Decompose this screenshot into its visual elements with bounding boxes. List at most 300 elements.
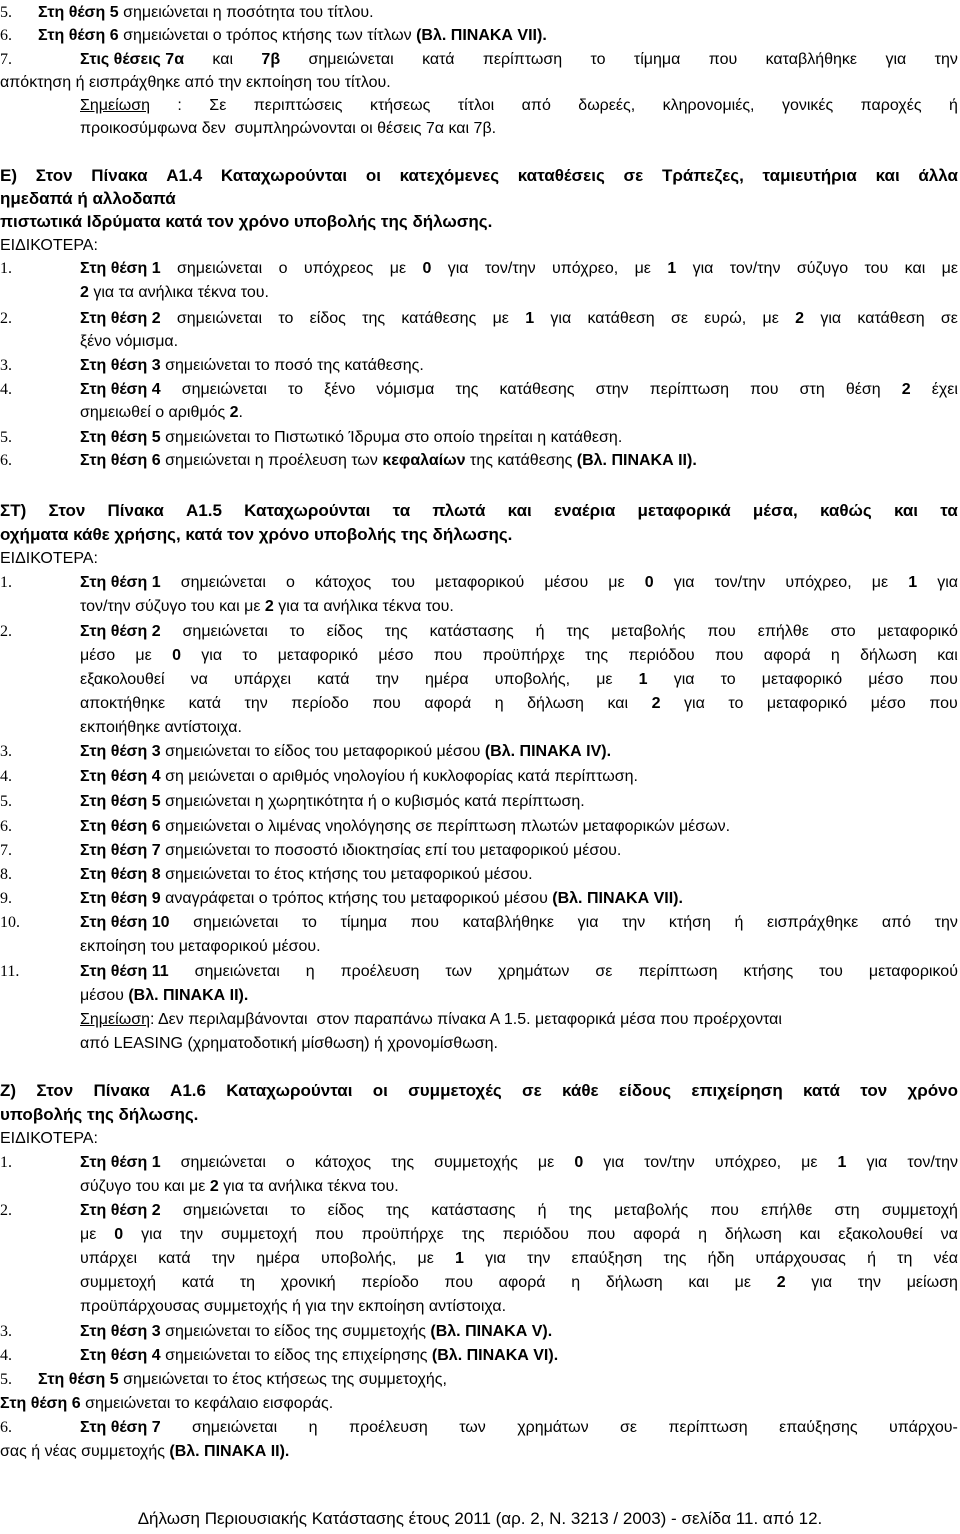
text-word: τίμημα (633, 51, 681, 68)
text-span: σημειώνεται το ποσοστό ιδιοκτησίας επί του μεταφορικού μέσου. (160, 842, 622, 859)
bold-text: Στη θέση 2 (80, 310, 161, 327)
text-word: με (389, 260, 407, 277)
text-word: προέλευση (348, 1419, 428, 1436)
text-word: θέση (845, 381, 881, 398)
text-word: είδους (618, 1081, 672, 1100)
text-word: επιχείρηση (691, 1081, 783, 1100)
section-heading-line (0, 502, 958, 520)
text-span: σας ή νέας συμμετοχής (0, 1443, 170, 1460)
text-word: η (494, 695, 504, 712)
text-word: κτήσεως (369, 97, 431, 114)
text-word: ο (286, 574, 295, 591)
text-span: σημειωθεί ο αριθμός (80, 404, 230, 421)
text-word: που (708, 51, 738, 68)
text-word: η (308, 1419, 318, 1436)
bold-text: (Βλ. ΠΙΝΑΚΑ ΙΙ). (576, 452, 697, 469)
page-footer: Δήλωση Περιουσιακής Κατάστασης έτους 2011 (αρ. 2, Ν. 3213 / 2003) - σελίδα 11. από 12. (137, 1509, 823, 1528)
item-number: 10. (0, 914, 20, 931)
text-span: εκποίηση του μεταφορικού μέσου. (80, 938, 321, 955)
text-line (80, 429, 622, 447)
text-line (0, 237, 98, 255)
text-word: του (391, 574, 416, 591)
text-word: για (577, 914, 599, 931)
text-word: νόμισμα (376, 381, 435, 398)
text-word: τον (860, 1081, 888, 1100)
bold-text: Στη θέση 3 (80, 743, 161, 760)
text-span: αναγράφεται ο τρόπος κτήσης του μεταφορικού μέσου (160, 890, 553, 907)
text-word: καταβλήθηκε (765, 51, 858, 68)
text-word: της (391, 1154, 415, 1171)
text-word: με (941, 260, 958, 277)
text-word: υπόχρεος (303, 260, 374, 277)
text-word: για (550, 310, 572, 327)
bold-text: Στη θέση 2 (80, 623, 161, 640)
text-word: οι (365, 166, 381, 185)
text-word: κατάθεσης (401, 310, 477, 327)
text-word: κτήσης (743, 963, 794, 980)
text-word: για (811, 1274, 833, 1291)
text-word: περιόδου (628, 647, 695, 664)
section-heading-line (0, 167, 958, 185)
bold-text: Στη θέση 1 (80, 574, 161, 591)
bold-text: Στη θέση 5 (80, 429, 161, 446)
item-number: 3. (0, 743, 12, 760)
text-word: συμμετοχή (221, 1226, 298, 1243)
bold-text: Στη θέση 3 (80, 357, 161, 374)
text-word: με (734, 1274, 751, 1291)
text-word: σημειώνεται (308, 51, 394, 68)
bold-text: Στη θέση 9 (80, 890, 161, 907)
text-line (80, 1274, 958, 1292)
text-span: από LEASING (χρηματοδοτική μίσθωση) ή χρονομίσθωση. (80, 1035, 498, 1052)
text-word: κατά (181, 1274, 215, 1291)
text-line (80, 310, 958, 328)
text-span: ΕΙΔΙΚΟΤΕΡΑ: (0, 550, 98, 567)
text-word: την (934, 914, 958, 931)
text-line (80, 695, 958, 713)
item-number: 9. (0, 890, 12, 907)
text-word: ή (535, 623, 545, 640)
text-word: που (410, 914, 440, 931)
text-word: προϋπήρχε (482, 647, 565, 664)
text-word: μέσου (544, 574, 589, 591)
text-word: για (937, 574, 958, 591)
section-heading-line (0, 213, 492, 231)
text-word: αφορά (633, 1226, 681, 1243)
text-word: πλωτά (432, 501, 486, 520)
text-word: υποβολής, (494, 671, 571, 688)
bold-text: Στη θέση 4 (80, 768, 161, 785)
section-heading-line (0, 1082, 958, 1100)
text-word: σημειώνεται (182, 623, 268, 640)
bold-text: Στη θέση 6 (0, 1395, 81, 1412)
text-span: σημειώνεται ο λιμένας νηολόγησης σε περίπτωση πλωτών μεταφορικών μέσων. (160, 818, 731, 835)
text-line (38, 4, 374, 22)
text-word: επήλθε (757, 623, 809, 640)
text-word: σύζυγο (796, 260, 849, 277)
text-word: που (372, 695, 401, 712)
bold-text: Στη θέση 1 (80, 1154, 161, 1171)
text-word: κατάθεση (857, 310, 925, 327)
text-word: με (80, 1226, 97, 1243)
text-word: ευρώ, (704, 310, 747, 327)
text-word: με (634, 260, 651, 277)
bold-text: Στη θέση 5 (38, 1371, 119, 1388)
text-word: σε (623, 166, 644, 185)
item-number: 5. (0, 793, 12, 810)
text-word: της (455, 381, 479, 398)
text-word: συμμετοχή (80, 1274, 157, 1291)
bold-text: Στη θέση 6 (38, 27, 119, 44)
text-line (0, 74, 391, 92)
text-word: Α1.4 (166, 166, 203, 185)
bold-text: 1 (667, 260, 677, 277)
text-span: σημειώνεται η ποσότητα του τίτλου. (118, 4, 374, 21)
bold-text: 7β (261, 51, 281, 68)
bold-text: 1 (525, 310, 535, 327)
text-span: σημειώνεται το Πιστωτικό Ίδρυμα στο οποίο τηρείται η κατάθεση. (160, 429, 623, 446)
text-word: δήλωση (724, 1226, 782, 1243)
text-span: σημειώνεται ο τρόπος κτήσης των τίτλων (118, 27, 417, 44)
text-word: Α1.6 (170, 1081, 206, 1100)
bold-text: (Βλ. ΠΙΝΑΚΑ ΙΙ). (169, 1443, 290, 1460)
text-word: συμμετοχή (881, 1202, 958, 1219)
text-line (0, 1130, 98, 1148)
text-line (80, 120, 496, 138)
text-word: μεταβολής (614, 1202, 689, 1219)
text-word: την (527, 1250, 551, 1267)
item-number: 6. (0, 1419, 12, 1436)
text-word: μεταφορικού (435, 574, 525, 591)
text-word: την (244, 695, 268, 712)
text-line (80, 1298, 506, 1316)
text-span: εκποιήθηκε αντίστοιχα. (80, 719, 242, 736)
bold-text: Στη θέση 6 (80, 452, 161, 469)
text-word: σημειώνεται (194, 963, 280, 980)
text-line (38, 27, 547, 45)
text-word: την (375, 671, 399, 688)
text-word: υπάρχουσας (755, 1250, 846, 1267)
text-word: το (289, 623, 305, 640)
bold-text: Στη θέση 2 (80, 1202, 161, 1219)
text-word: της (568, 1202, 592, 1219)
text-word: μεταφορικό (277, 647, 359, 664)
text-span: ΕΙΔΙΚΟΤΕΡΑ: (0, 237, 98, 254)
text-word: άλλα (918, 166, 958, 185)
text-span: μέσου (80, 987, 129, 1004)
text-line (80, 51, 958, 69)
text-span: υποβολής της δήλωσης. (0, 1105, 199, 1124)
text-word: ή (537, 1202, 547, 1219)
text-word: της (384, 623, 408, 640)
bold-text: Στη θέση 5 (38, 4, 119, 21)
text-word: η (698, 1226, 707, 1243)
text-span: σημειώνεται το έτος κτήσεως της συμμετοχής, (118, 1371, 447, 1388)
text-word: που (750, 381, 779, 398)
text-word: κατάθεσης (499, 381, 575, 398)
text-word: περίπτωση (638, 963, 718, 980)
text-span: σημειώνεται η χωρητικότητα ή ο κυβισμός κατά περίπτωση. (160, 793, 585, 810)
text-word: αποκτήθηκε (80, 695, 166, 712)
text-word: περίοδο (291, 695, 349, 712)
text-line (80, 1323, 552, 1341)
text-word: της (362, 310, 386, 327)
item-number: 8. (0, 866, 12, 883)
text-word: επαύξησης (779, 1419, 858, 1436)
text-line (80, 1419, 958, 1437)
text-span: σημειώνεται η προέλευση των (160, 452, 383, 469)
text-word: της (566, 623, 590, 640)
bold-text: Στη θέση 6 (80, 818, 161, 835)
text-word: αφορά (763, 647, 811, 664)
text-word: και (212, 51, 234, 68)
text-word: τα (392, 501, 411, 520)
bold-text: Στη θέση 4 (80, 1347, 161, 1364)
text-word: ή (948, 97, 958, 114)
text-line (80, 842, 621, 860)
text-line (0, 1395, 333, 1413)
item-number: 7. (0, 51, 12, 68)
text-word: κατά (188, 695, 222, 712)
text-word: Ε) (0, 166, 17, 185)
text-line (80, 623, 958, 641)
text-word: κτήση (668, 914, 711, 931)
text-span: πιστωτικά Ιδρύματα κατά τον χρόνο υποβολής της δήλωσης. (0, 212, 493, 231)
text-word: ο (285, 1154, 295, 1171)
bold-text: (Βλ. ΠΙΝΑΚΑ VI). (431, 1347, 559, 1364)
text-line (80, 1035, 498, 1053)
text-line (80, 1154, 958, 1172)
text-line (80, 1011, 782, 1029)
text-word: κάτοχος (315, 574, 372, 591)
text-line (80, 963, 958, 981)
text-word: συμμετοχές (408, 1081, 502, 1100)
bold-text: 0 (574, 1154, 584, 1171)
text-word: και (688, 1274, 709, 1291)
text-word: και (799, 1226, 821, 1243)
text-span: σημειώνεται το είδος της επιχείρησης (160, 1347, 432, 1364)
text-word: τη (239, 1274, 256, 1291)
text-word: ο (278, 260, 288, 277)
text-word: και (607, 695, 629, 712)
text-word: αφορά (424, 695, 472, 712)
text-word: τον/την (644, 1154, 695, 1171)
text-word: για (447, 260, 469, 277)
text-span: προϋπάρχουσας συμμετοχής ή για την εκποίηση αντίστοιχα. (80, 1298, 507, 1315)
text-word: κατεχόμενες (399, 166, 500, 185)
item-number: 1. (0, 574, 12, 591)
text-line (80, 768, 638, 786)
text-line (80, 743, 611, 761)
text-word: χρονική (280, 1274, 336, 1291)
text-span: ξένο νόμισμα. (80, 333, 179, 350)
text-word: κατά (803, 1081, 840, 1100)
text-word: μείωση (906, 1274, 958, 1291)
text-word: με (492, 310, 509, 327)
bold-text: Στις θέσεις 7α (80, 51, 185, 68)
bold-text: 2 (776, 1274, 786, 1291)
text-word: Α1.5 (186, 501, 222, 520)
text-word: σημειώνεται (181, 381, 267, 398)
text-word: είδος (309, 310, 346, 327)
text-word: που (433, 647, 463, 664)
text-word: υπόχρεο, (551, 260, 619, 277)
text-word: που (714, 647, 744, 664)
underlined-label: Σημείωση (80, 97, 150, 114)
text-word: Σε (209, 97, 227, 114)
text-word: σε (620, 1419, 638, 1436)
text-line (0, 550, 98, 568)
text-word: υπάρχει (234, 671, 292, 688)
text-word: το (242, 647, 258, 664)
bold-text: Στη θέση 5 (80, 793, 161, 810)
text-word: και (507, 501, 532, 520)
bold-text: Στη θέση 7 (80, 1419, 161, 1436)
text-word: που (929, 695, 958, 712)
text-word: τη (897, 1250, 913, 1267)
text-word: μεταφορικού (868, 963, 958, 980)
text-word: του (819, 963, 843, 980)
section-heading-line (0, 190, 176, 208)
text-line (80, 890, 683, 908)
text-word: για (820, 310, 842, 327)
text-word: περιόδου (502, 1226, 569, 1243)
text-span: για τα ανήλικα τέκνα του. (88, 284, 269, 301)
text-word: που (707, 623, 736, 640)
bold-text: 2 (901, 381, 911, 398)
text-word: είδος (326, 623, 363, 640)
text-word: για (603, 1154, 625, 1171)
text-word: την (934, 51, 958, 68)
bold-text: 0 (172, 647, 181, 664)
text-word: υπόχρεο, (714, 1154, 782, 1171)
text-word: προϋπήρχε (361, 1226, 444, 1243)
text-span: σημειώνεται το ποσό της κατάθεσης. (160, 357, 424, 374)
text-word: η (571, 1274, 581, 1291)
bold-text: 2 (229, 404, 239, 421)
text-word: για (673, 574, 695, 591)
text-span: ση μειώνεται ο αριθμός νηολογίου ή κυκλοφορίας κατά περίπτωση. (160, 768, 638, 785)
text-word: περιπτώσεις (253, 97, 343, 114)
text-span: για τα ανήλικα τέκνα του. (218, 1178, 399, 1195)
text-word: και (875, 166, 900, 185)
text-word: την (179, 1226, 204, 1243)
text-word: ή (734, 914, 744, 931)
text-word: Καταχωρούνται (220, 166, 348, 185)
bold-text: Στη θέση 1 (80, 260, 161, 277)
item-number: 6. (0, 27, 12, 44)
text-word: ημέρα (256, 1250, 300, 1267)
text-word: είδος (327, 1202, 364, 1219)
bold-text: 2 (651, 695, 661, 712)
text-line (80, 793, 585, 811)
text-word: χρόνο (907, 1081, 958, 1100)
text-word: που (929, 671, 958, 688)
bold-text: Στη θέση 4 (80, 381, 161, 398)
text-word: σημειώνεται (180, 574, 266, 591)
text-word: περίπτωση (482, 51, 563, 68)
text-word: και (904, 260, 926, 277)
text-word: της (386, 1202, 410, 1219)
text-word: με (596, 671, 613, 688)
text-span: σημειώνεται το είδος της συμμετοχής (160, 1323, 431, 1340)
text-word: προέλευση (340, 963, 420, 980)
item-number: 5. (0, 1371, 12, 1388)
text-word: Πίνακα (91, 166, 148, 185)
text-line (80, 987, 248, 1005)
text-line (80, 97, 958, 115)
text-word: της (663, 1250, 687, 1267)
text-word: : (177, 97, 182, 114)
text-word: με (871, 574, 889, 591)
text-word: χρημάτων (517, 1419, 589, 1436)
text-span: της κατάθεσης (465, 452, 577, 469)
item-number: 3. (0, 1323, 12, 1340)
text-word: για (201, 647, 223, 664)
text-word: νέα (933, 1250, 958, 1267)
text-span: σημειώνεται το είδος του μεταφορικού μέσου (160, 743, 485, 760)
item-number: 6. (0, 452, 12, 469)
item-number: 2. (0, 1202, 12, 1219)
text-line (80, 1226, 958, 1244)
text-word: η (305, 963, 315, 980)
text-word: του (864, 260, 889, 277)
text-word: μεταφορικά (637, 501, 731, 520)
item-number: 3. (0, 357, 12, 374)
text-word: κάτοχος (314, 1154, 372, 1171)
text-word: ήδη (707, 1250, 735, 1267)
text-line (80, 818, 730, 836)
text-word: την (622, 914, 646, 931)
bold-text: Στη θέση 7 (80, 842, 161, 859)
text-word: με (537, 1154, 555, 1171)
text-word: Πίνακα (107, 501, 164, 520)
text-word: Πίνακα (93, 1081, 150, 1100)
text-span: ΕΙΔΙΚΟΤΕΡΑ: (0, 1130, 98, 1147)
text-line (80, 1250, 958, 1268)
text-word: μεταφορικό (877, 623, 958, 640)
text-word: για (692, 260, 714, 277)
text-span: σημειώνεται το έτος κτήσης του μεταφορικού μέσου. (160, 866, 533, 883)
text-word: γονικές (781, 97, 834, 114)
text-line (0, 1443, 289, 1461)
text-word: ξένο (324, 381, 356, 398)
text-word: κατά (422, 51, 455, 68)
text-word: ταμιευτήρια (762, 166, 857, 185)
bold-text: (Βλ. ΠΙΝΑΚΑ IV). (484, 743, 612, 760)
text-word: και (893, 501, 919, 520)
text-word: που (586, 1226, 616, 1243)
text-line (80, 381, 958, 399)
text-word: μέσο (868, 671, 904, 688)
text-word: ή (867, 1250, 876, 1267)
text-line (80, 1347, 558, 1365)
text-word: υπόχρεο, (785, 574, 852, 591)
text-word: υποβολής, (320, 1250, 397, 1267)
text-word: Στον (48, 501, 86, 520)
text-word: το (278, 310, 294, 327)
text-word: σημειώνεται (180, 1154, 266, 1171)
text-line (80, 333, 178, 351)
text-word: επήλθε (761, 1202, 813, 1219)
text-word: τίτλοι (457, 97, 495, 114)
text-word: την (211, 1250, 235, 1267)
item-number: 7. (0, 842, 12, 859)
text-word: μεταφορικό (761, 671, 843, 688)
text-word: Στον (35, 166, 73, 185)
text-word: που (444, 1274, 473, 1291)
text-word: ημέρα (425, 671, 469, 688)
